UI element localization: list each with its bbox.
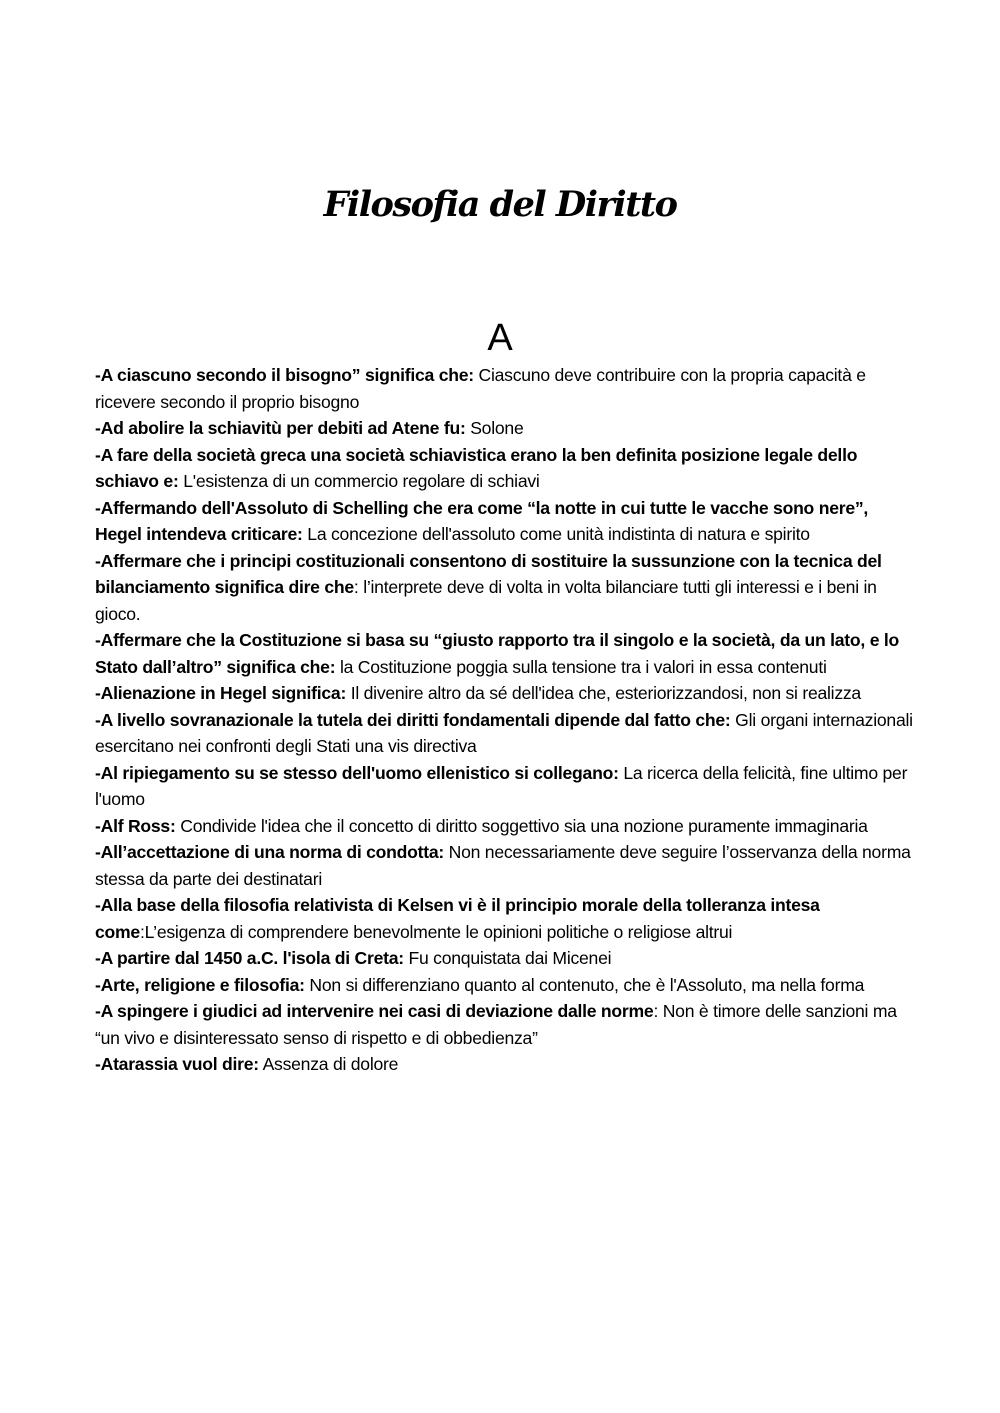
glossary-entry — [95, 362, 915, 415]
entry-question: -A partire dal 1450 a.C. l'isola di Creta: — [95, 948, 404, 968]
section-letter-heading: A — [487, 317, 513, 359]
glossary-entry — [95, 680, 915, 707]
glossary-entry — [95, 839, 915, 892]
entry-answer: la Costituzione poggia sulla tensione tra i valori in essa contenuti — [335, 656, 827, 677]
glossary-entry — [95, 945, 915, 972]
entry-question: -A ciascuno secondo il bisogno” significa che: — [95, 365, 474, 385]
entry-question: -Arte, religione e filosofia: — [95, 974, 305, 995]
entry-question: -Ad abolire la schiavitù per debiti ad Atene fu: — [95, 418, 466, 438]
glossary-entry — [95, 495, 915, 548]
entry-answer: La concezione dell'assoluto come unità indistinta di natura e spirito — [302, 524, 810, 544]
entry-question: -A fare della società greca una società schiavistica erano la ben definita posizione legale dello schiavo e: — [95, 444, 858, 491]
entry-question: -Alf Ross: — [95, 815, 176, 836]
entry-answer: : l’interprete deve di volta in volta bilanciare tutti gli interessi e i beni in gioco. — [95, 577, 877, 624]
glossary-entry — [95, 972, 915, 999]
glossary-entry — [95, 998, 915, 1051]
glossary-entry — [95, 548, 915, 628]
entry-question: -Affermando dell'Assoluto di Schelling che era come “la notte in cui tutte le vacche sono nere”, Hegel intendeva criticare: — [95, 497, 869, 544]
entry-answer: Non necessariamente deve seguire l’osservanza della norma stessa da parte dei destinatari — [95, 842, 911, 889]
entry-question: -Affermare che i principi costituzionali consentono di sostituire la sussunzione con la tecnica del bilanciamento significa dire che — [95, 550, 882, 597]
glossary-entry — [95, 760, 915, 813]
entry-answer: :L’esigenza di comprendere benevolmente le opinioni politiche o religiose altrui — [139, 921, 733, 942]
entry-answer: Gli organi internazionali esercitano nei confronti degli Stati una vis directiva — [95, 709, 913, 756]
glossary-entry — [95, 1051, 915, 1078]
glossary-entry — [95, 892, 915, 945]
glossary-entry — [95, 707, 915, 760]
entry-question: -Alienazione in Hegel significa: — [95, 683, 347, 703]
entry-answer: Condivide l'idea che il concetto di diritto soggettivo sia una nozione puramente immaginaria — [175, 815, 868, 836]
entry-question: -Affermare che la Costituzione si basa su “giusto rapporto tra il singolo e la società, da un lato, e lo Stato dall’altro” significa che: — [95, 630, 899, 677]
entry-question: -Al ripiegamento su se stesso dell'uomo ellenistico si collegano: — [95, 762, 619, 783]
entry-question: -Atarassia vuol dire: — [95, 1054, 259, 1074]
glossary-entry — [95, 442, 915, 495]
entry-answer: L'esistenza di un commercio regolare di schiavi — [178, 471, 540, 491]
entry-answer: : Non è timore delle sanzioni ma “un vivo e disinteressato senso di rispetto e di obbedienza” — [95, 1001, 897, 1048]
entry-question: -Alla base della filosofia relativista di Kelsen vi è il principio morale della tolleranza intesa come — [95, 895, 820, 942]
entry-answer: Assenza di dolore — [258, 1054, 399, 1074]
entry-answer: Solone — [465, 418, 524, 438]
entry-answer: Fu conquistata dai Micenei — [403, 948, 612, 968]
entry-answer: Non si differenziano quanto al contenuto, che è l'Assoluto, ma nella forma — [304, 974, 865, 995]
glossary-entry — [95, 627, 915, 680]
glossary-entry — [95, 813, 915, 840]
entry-answer: Il divenire altro da sé dell'idea che, esteriorizzandosi, non si realizza — [346, 683, 861, 703]
entry-question: -All’accettazione di una norma di condotta: — [95, 842, 444, 862]
entry-answer: Ciascuno deve contribuire con la propria capacità e ricevere secondo il proprio bisogno — [95, 365, 866, 412]
entry-answer: La ricerca della felicità, fine ultimo per l'uomo — [95, 762, 908, 809]
entry-question: -A spingere i giudici ad intervenire nei casi di deviazione dalle norme — [95, 1001, 654, 1021]
glossary-entries — [95, 362, 915, 1078]
document-title: Filosofia del Diritto — [323, 184, 677, 225]
entry-question: -A livello sovranazionale la tutela dei diritti fondamentali dipende dal fatto che: — [95, 709, 731, 730]
glossary-entry — [95, 415, 915, 442]
